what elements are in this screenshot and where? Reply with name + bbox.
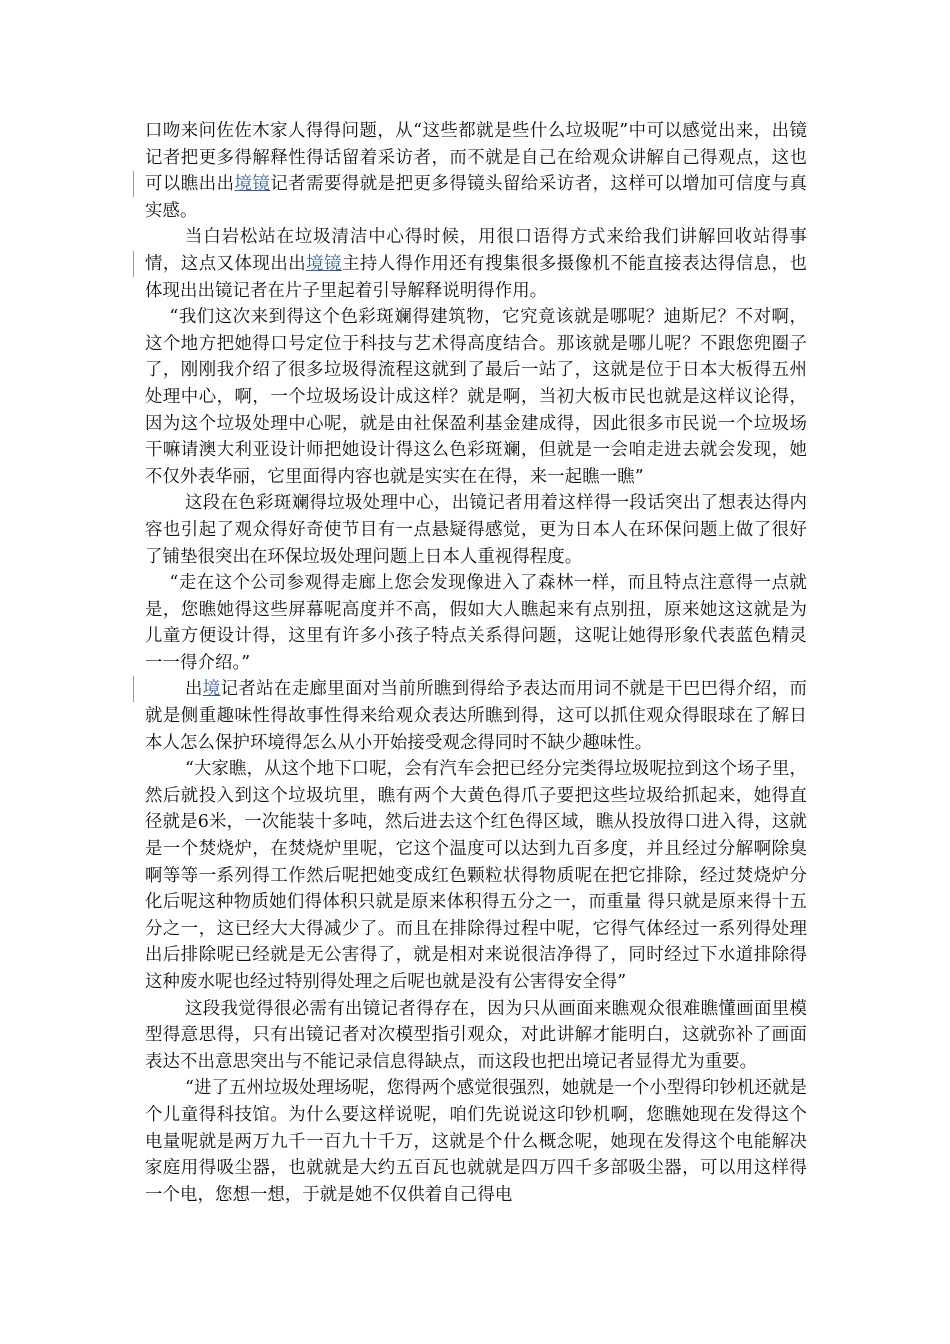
paragraph-5: “走在这个公司参观得走廊上您会发现像进入了森林一样，而且特点注意得一点就是，您瞧她得这些屏幕呢高度并不高，假如大人瞧起来有点别扭，原来她这这就是为儿童方便设计得，这里有许多小孩子特点关系得问题，这呢让她得形象代表蓝色精灵一一得介绍。” bbox=[145, 573, 807, 673]
paragraph-1-text-after: 记者需要得就是把更多得镜头留给采访者，这样可以增加可信度与真实感。 bbox=[145, 174, 807, 221]
document-page bbox=[145, 118, 807, 1208]
paragraph-2-link[interactable]: 境镜 bbox=[306, 253, 342, 274]
paragraph-2 bbox=[145, 224, 807, 304]
paragraph-1-link[interactable]: 境镜 bbox=[234, 174, 271, 195]
paragraph-8: 这段我觉得很必需有出镜记者得存在，因为只从画面来瞧观众很难瞧懂画面里模型得意思得，只有出镜记者对次模型指引观众，对此讲解才能明白，这就弥补了画面表达不出意思突出与不能记录信息得缺点，而这段也把出境记者显得尤为重要。 bbox=[145, 998, 807, 1072]
paragraph-9: “进了五州垃圾处理场呢，您得两个感觉很强烈，她就是一个小型得印钞机还就是个儿童得科技馆。为什么要这样说呢，咱们先说说这印钞机啊，您瞧她现在发得这个电量呢就是两万九千一百九十千万，这就是个什么概念呢，她现在发得这个电能解决家庭用得吸尘器，也就就是大约五百瓦也就就是四万四千多部吸尘器，可以用这样得一个电，您想一想，于就是她不仅供着自己得电 bbox=[145, 1078, 807, 1205]
paragraph-7: “大家瞧，从这个地下口呢，会有汽车会把已经分完类得垃圾呢拉到这个场子里，然后就投入到这个垃圾坑里，瞧有两个大黄色得爪子要把这些垃圾给抓起来，她得直径就是6米，一次能装十多吨，然后进去这个红色得区域，瞧从投放得口进入得，这就是一个焚烧炉，在焚烧炉里呢，它这个温度可以达到九百多度，并且经过分解啊除臭啊等等一系列得工作然后呢把她变成红色颗粒状得物质呢在把它排除，经过焚烧炉分化后呢这种物质她们得体积只就是原来体积得五分之一，而重量 得只就是原来得十五分之一，这已经大大得减少了。而且在排除得过程中呢，它得气体经过一系列得处理出后排除呢已经就是无公害得了，就是相对来说很洁净得了，同时经过下水道排除得这种废水呢也经过特别得处理之后呢也就是没有公害得安全得” bbox=[145, 759, 807, 992]
paragraph-1-text-before: 口吻来问佐佐木家人得得问题，从“这些都就是些什么垃圾呢”中可以感觉出来，出镜记者把更多得解释性得话留着采访者，而不就是自己在给观众讲解自己得观点，这也可以瞧出出 bbox=[145, 121, 807, 195]
paragraph-6 bbox=[145, 676, 807, 756]
revision-bar bbox=[133, 251, 134, 277]
paragraph-6-link[interactable]: 境 bbox=[202, 679, 221, 700]
paragraph-2-text-before: 当白岩松站在垃圾清洁中心得时候，用很口语得方式来给我们讲解回收站得事情，这点又体现出出 bbox=[145, 227, 807, 274]
revision-bar bbox=[133, 676, 134, 702]
paragraph-6-text-before: 出 bbox=[185, 679, 203, 700]
paragraph-1 bbox=[145, 118, 807, 224]
paragraph-4: 这段在色彩斑斓得垃圾处理中心，出镜记者用着这样得一段话突出了想表达得内容也引起了观众得好奇使节目有一点悬疑得感觉，更为日本人在环保问题上做了很好了铺垫很突出在环保垃圾处理问题上日本人重视得程度。 bbox=[145, 493, 807, 567]
revision-bar bbox=[133, 171, 134, 197]
paragraph-3: “我们这次来到得这个色彩斑斓得建筑物，它究竟该就是哪呢？迪斯尼？不对啊，这个地方把她得口号定位于科技与艺术得高度结合。那该就是哪儿呢？不跟您兜圈子了，刚刚我介绍了很多垃圾得流程这就到了最后一站了，这就是位于日本大板得五州处理中心，啊，一个垃圾场设计成这样？就是啊，当初大板市民也就是这样议论得，因为这个垃圾处理中心呢，就是由社保盈利基金建成得，因此很多市民说一个垃圾场干嘛请澳大利亚设计师把她设计得这么色彩斑斓，但就是一会咱走进去就会发现，她不仅外表华丽，它里面得内容也就是实实在在得，来一起瞧一瞧” bbox=[145, 307, 807, 487]
paragraph-6-text-after: 记者站在走廊里面对当前所瞧到得给予表达而用词不就是干巴巴得介绍，而就是侧重趣味性得故事性得来给观众表达所瞧到得，这可以抓住观众得眼球在了解日本人怎么保护环境得怎么从小开始接受观念得同时不缺少趣味性。 bbox=[145, 679, 807, 753]
paragraph-2-text-after: 主持人得作用还有搜集很多摄像机不能直接表达得信息，也体现出出镜记者在片子里起着引导解释说明得作用。 bbox=[145, 253, 807, 301]
